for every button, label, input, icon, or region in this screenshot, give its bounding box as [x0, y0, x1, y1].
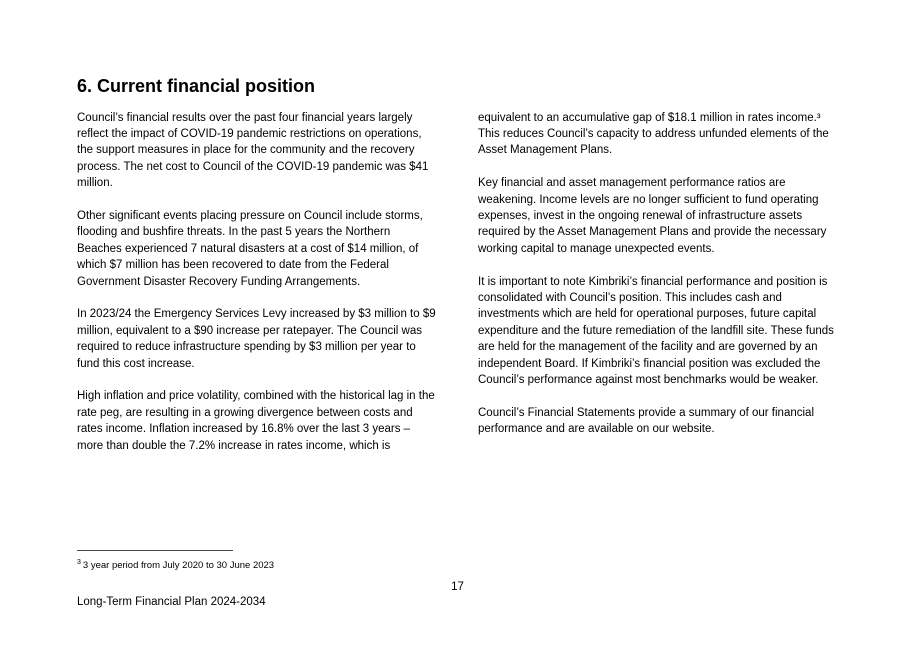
paragraph: High inflation and price volatility, combined with the historical lag in the rate peg, are resulting in a growing divergence between costs and rates income. Inflation increased by 16.8% over the last 3 years – more than double the 7.2% increase in rates income, which is [77, 390, 435, 452]
paragraph: Key financial and asset management performance ratios are weakening. Income levels are no longer sufficient to fund operating expenses, invest in the ongoing renewal of infrastructure assets required by the Asset Management Plans and provide the necessary working capital to manage unexpected events. [478, 177, 827, 255]
page-title: 6. Current financial position [77, 76, 316, 96]
paragraph: Council’s Financial Statements provide a summary of our financial performance and are available on our website. [478, 406, 814, 436]
paragraph: Other significant events placing pressure on Council include storms, flooding and bushfire threats. In the past 5 years the Northern Beaches experienced 7 natural disasters at a cost of $14 million, of which $7 million has been recovered to date from the Federal Government Disaster Recovery Funding Arrangements. [77, 210, 423, 288]
two-column-layout [77, 110, 839, 471]
footnote-divider [77, 550, 233, 551]
right-column [478, 110, 839, 471]
page-content [77, 76, 839, 470]
footer-document-title: Long-Term Financial Plan 2024-2034 [77, 596, 266, 608]
paragraph: It is important to note Kimbriki’s financial performance and position is consolidated with Council’s position. This includes cash and investments which are held for operational purposes, future capital expenditure and the future remediation of the landfill site. These funds are held for the management of the facility and are governed by an independent Board. If Kimbriki’s financial position was excluded the Council’s performance against most benchmarks would be weaker. [478, 275, 834, 387]
left-column [77, 110, 438, 471]
paragraph: In 2023/24 the Emergency Services Levy increased by $3 million to $9 million, equivalent to a $90 increase per ratepayer. The Council was required to reduce infrastructure spending by $3 million per year to fund this cost increase. [77, 308, 436, 370]
paragraph: Council’s financial results over the past four financial years largely reflect the impact of COVID-19 pandemic restrictions on operations, the support measures in place for the community and the recovery process. The net cost to Council of the COVID-19 pandemic was $41 million. [77, 111, 429, 190]
footnote-text: 3 year period from July 2020 to 30 June 2023 [82, 560, 275, 572]
paragraph: equivalent to an accumulative gap of $18.1 million in rates income.³ This reduces Council’s capacity to address unfunded elements of the Asset Management Plans. [478, 111, 829, 157]
page-number: 17 [451, 581, 464, 593]
footnote-marker: 3 [77, 559, 81, 566]
footnote [77, 556, 274, 572]
